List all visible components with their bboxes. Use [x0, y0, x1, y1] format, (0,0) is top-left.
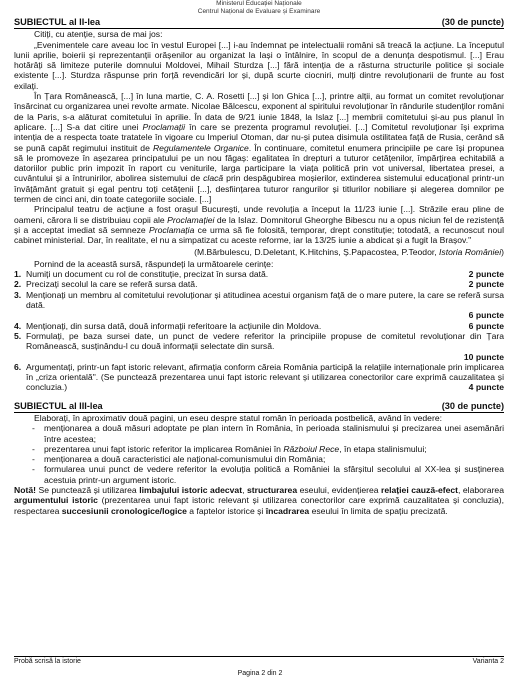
section2-title-row — [14, 17, 504, 29]
question-points: 6 puncte — [468, 320, 504, 331]
question-1: 1. Numiți un document cu rol de constituție, precizat în sursa dată. 2 puncte — [14, 269, 504, 280]
source-paragraph-2: În Țara Românească, [...] în luna martie, C. A. Rosetti [...] și Ion Ghica [...], printre alții, au format un comitet revoluționar însărcinat cu organizarea unei revolte armate. Nicolae Bălcescu, exponent al spiritului revoluționar în rândurile studenților români de la Paris, s-a alăturat comitetului în aprilie. În data de 9/21 iunie 1848, la Islaz [...] membrii comitetului și-au pus planul în aplicare. [...] S-a dat citire unei Proclamații în care se prezenta programul revoluției. [...] Comitetul revoluționar își exprima intenția de a respecta toate tratatele în vigoare cu Imperiul Otoman, dar nu-și putea disimula ostilitatea față de Rusia, cerând să se pună capăt regimului instituit de Regulamentele Organice. În continuare, comitetul enumera principiile pe care își propunea să le promoveze în așezarea principatului pe un nou făgaș: egalitatea în drepturi a tuturor cetățenilor, împărțirea echitabilă a datoriilor public prin impozit în raport cu veniturile, larga participare la viața politică prin vot universal, libertatea presei, a cuvântului și a întrunirilor, abolirea sistemului de clacă prin despăgubirea moșierilor, extinderea sistemului educațional printr-un învățământ gratuit și egal pentru toți cetățenii [...], desființarea tuturor rangurilor și titlurilor nobiliare și alegerea domnilor pe termen de cinci ani, din toate categoriile sociale. [...] — [14, 91, 504, 205]
section2-points: (30 de puncte) — [441, 17, 504, 27]
question-points: 6 puncte — [468, 310, 504, 321]
footer-variant: Varianta 2 — [472, 658, 504, 665]
page-number: Pagina 2 din 2 — [237, 670, 283, 677]
header — [14, 0, 504, 15]
requirement-item: - prezentarea unui fapt istoric referitor la implicarea României în Războiul Rece, în etapa stalinismului; — [32, 444, 504, 454]
question-points: 10 puncte — [463, 351, 504, 362]
source-paragraph-3: Principalul teatru de acțiune a fost orașul București, unde revoluția a început la 11/23 iunie [...]. Străzile erau pline de oameni, cărora li se distribuiau copii ale Proclamației de la Islaz. Domnitorul Gheorghe Bibescu nu a opus niciun fel de rezistență și a acceptat imediat să semneze Proclamația ce urma să fie folosită, temporar, drept constituție; totodată, a recunoscut noul cabinet ministerial. Dar, în realitate, el nu a simpatizat cu aceste reforme, iar la 13/25 iunie a abdicat și a fugit la Brașov." — [14, 204, 505, 246]
task-intro: Pornind de la această sursă, răspundeți la următoarele cerințe: — [34, 258, 274, 269]
question-2: 2. Precizați secolul la care se referă sursa dată. 2 puncte — [14, 279, 504, 290]
section2-title: SUBIECTUL al II-lea — [14, 17, 101, 27]
requirement-item: - formularea unui punct de vedere referitor la evoluția politică a României la sfârșitul secolului al XX-lea și susținerea acestuia printr-un argument istoric. — [32, 464, 504, 485]
question-points: 2 puncte — [468, 279, 504, 290]
source-citation: (M.Bărbulescu, D.Deletant, K.Hitchins, Ș.Papacostea, P.Teodor, Istoria României) — [194, 246, 504, 257]
section3-title: SUBIECTUL al III-lea — [14, 400, 103, 411]
question-6: 6. Argumentați, printr-un fapt istoric relevant, afirmația conform căreia România participă la relațiile internaționale prin implicarea în „criza orientală". (Se punctează prezentarea unui fapt istoric relevant și utilizarea conectorilor care exprimă cauzalitatea și concluzia.) 4 puncte — [14, 361, 504, 393]
requirement-item: - menționarea a două caracteristici ale național-comunismului din România; — [32, 454, 504, 464]
exam-page — [14, 0, 504, 516]
question-points: 4 puncte — [468, 382, 504, 393]
footer-exam-name: Probă scrisă la istorie — [14, 658, 81, 665]
center-name: Centrul Național de Evaluare și Examinare — [197, 7, 321, 15]
question-4: 4. Menționați, din sursa dată, două informații referitoare la acțiunile din Moldova. 6 puncte — [14, 320, 504, 331]
essay-requirements — [14, 423, 504, 485]
requirement-item: - menționarea a două măsuri adoptate pe plan intern în România, în perioada stalinismului și precizarea unei asemănări între acestea; — [32, 423, 504, 444]
ministry-name: Ministerul Educației Naționale — [216, 0, 302, 7]
question-3: 3. Menționați un membru al comitetului revoluționar și atitudinea acestui organism față de o mare putere, la care se referă sursa dată. 6 puncte — [14, 289, 504, 321]
section3-intro: Elaborați, în aproximativ două pagini, un eseu despre statul român în perioada postbelică, având în vedere: — [34, 412, 442, 423]
section2-intro: Citiți, cu atenție, sursa de mai jos: — [34, 29, 163, 40]
section3-points: (30 de puncte) — [441, 400, 504, 411]
footer — [14, 656, 504, 665]
section3-title-row — [14, 401, 504, 413]
source-paragraph-1: „Evenimentele care aveau loc în vestul Europei [...] i-au îndemnat pe intelectualii români să treacă la acțiune. La începutul lunii aprilie, boierii și reprezentanții orășenilor au organizat la Iași o întâlnire, în scopul de a denunța despotismul. [...] Erau hotărâți să limiteze puterile domnului Moldovei, Mihail Sturdza [...] fără intenția de a răsturna structurile politice și sociale existente [...]. Sturdza răspunse prin forță revendicări lor și, după scurte ciocniri, mulți dintre revoluționarii de frunte au fost exilați. — [14, 39, 504, 91]
question-points: 2 puncte — [468, 269, 504, 280]
grading-note: Notă! Se punctează și utilizarea limbajului istoric adecvat, structurarea eseului, evidențierea relației cauză-efect, elaborarea argumentului istoric (prezentarea unui fapt istoric relevant și utilizarea conectorilor care exprimă cauzalitatea și concluzia), respectarea succesiunii cronologice/logice a faptelor istorice și încadrarea eseului în limita de spațiu precizată. — [14, 485, 504, 516]
question-5: 5. Formulați, pe baza sursei date, un punct de vedere referitor la principiile propuse de comitetul revoluționar din Țara Românească, susținându-l cu două informații selectate din sursă. 10 puncte — [14, 330, 504, 362]
